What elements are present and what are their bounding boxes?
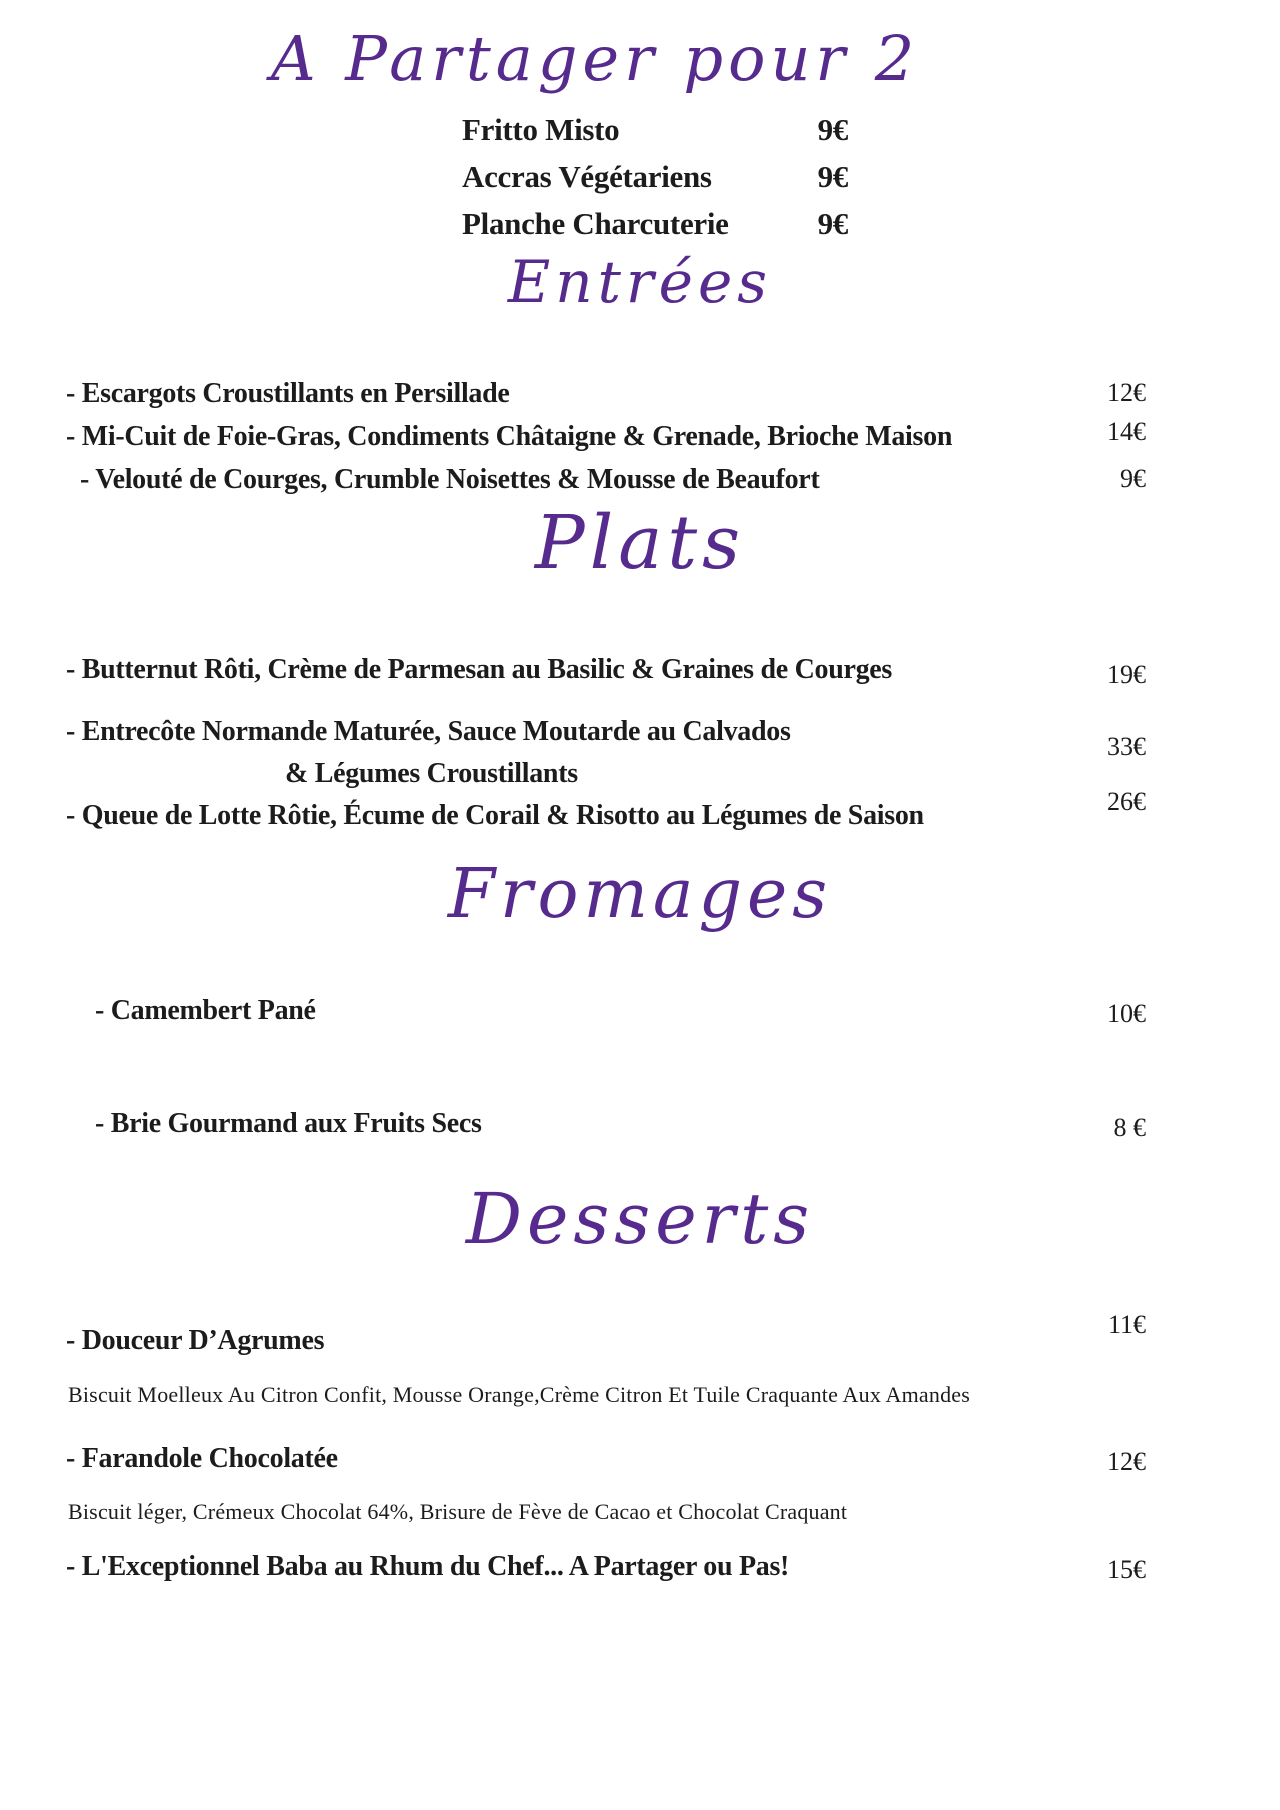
menu-item-description: Biscuit léger, Crémeux Chocolat 64%, Brisure de Fève de Cacao et Chocolat Craquant [68,1499,848,1524]
menu-item-description: Biscuit Moelleux Au Citron Confit, Mousse Orange,Crème Citron Et Tuile Craquante Aux Amandes [68,1382,970,1407]
shared-item [462,206,848,253]
menu-item-price: 19€ [1107,660,1146,689]
menu-item [66,716,1146,762]
menu-item-price: 9€ [1120,464,1146,493]
shared-item-price: 9€ [817,112,848,147]
menu-item-price: 14€ [1107,417,1146,446]
menu-item-name: - Butternut Rôti, Crème de Parmesan au Basilic & Graines de Courges [66,654,893,685]
menu-item [66,1310,1146,1357]
shared-item-name: Accras Végétariens [462,159,712,194]
menu-item [95,1108,1146,1143]
shared-item-price: 9€ [817,159,848,194]
menu-item-price: 10€ [1107,999,1146,1028]
menu-item-price: 12€ [1107,1447,1146,1476]
menu-item-name: - Douceur D’Agrumes [66,1325,325,1356]
menu-item-price: 33€ [1107,732,1146,761]
menu-item [66,1443,1146,1477]
section-heading-entrees: Entrées [507,248,773,316]
menu-item-price: 12€ [1107,378,1146,407]
menu-item-name: - Mi-Cuit de Foie-Gras, Condiments Châtaigne & Grenade, Brioche Maison [66,421,953,452]
menu-item-name-line2: & Légumes Croustillants [285,758,578,789]
menu-item [66,787,1146,832]
shared-item-name: Fritto Misto [462,112,620,147]
menu-item [66,1551,1146,1585]
menu-item-price: 15€ [1107,1555,1146,1584]
menu-item-price: 11€ [1107,1310,1146,1339]
menu-item-name: - Entrecôte Normande Maturée, Sauce Moutarde au Calvados [66,716,791,747]
menu-item-name: - Farandole Chocolatée [66,1443,338,1474]
menu-item [66,654,1146,690]
section-heading-plats: Plats [534,500,746,586]
shared-item [462,112,848,159]
menu-item-name: - Brie Gourmand aux Fruits Secs [95,1108,482,1139]
menu-item-price: 8 € [1113,1113,1146,1142]
shared-item-name: Planche Charcuterie [462,206,729,241]
menu-title: A Partager pour 2 [270,22,920,95]
section-heading-desserts: Desserts [465,1178,815,1260]
menu-item-name: - Camembert Pané [95,995,316,1026]
menu-item [80,464,1146,496]
menu-item-name: - Velouté de Courges, Crumble Noisettes & Mousse de Beaufort [80,464,820,495]
menu-item-name: - L'Exceptionnel Baba au Rhum du Chef... A Partager ou Pas! [66,1551,790,1582]
menu-item-name: - Escargots Croustillants en Persillade [66,378,510,409]
menu-item [66,417,1146,453]
menu-item-price: 26€ [1107,787,1146,816]
shared-item-price: 9€ [817,206,848,241]
menu-item-name: - Queue de Lotte Rôtie, Écume de Corail & Risotto au Légumes de Saison [66,800,924,831]
shared-items-block [462,112,848,253]
section-heading-fromages: Fromages [447,855,833,934]
shared-item [462,159,848,206]
menu-item [66,378,1146,410]
menu-item [95,995,1146,1029]
